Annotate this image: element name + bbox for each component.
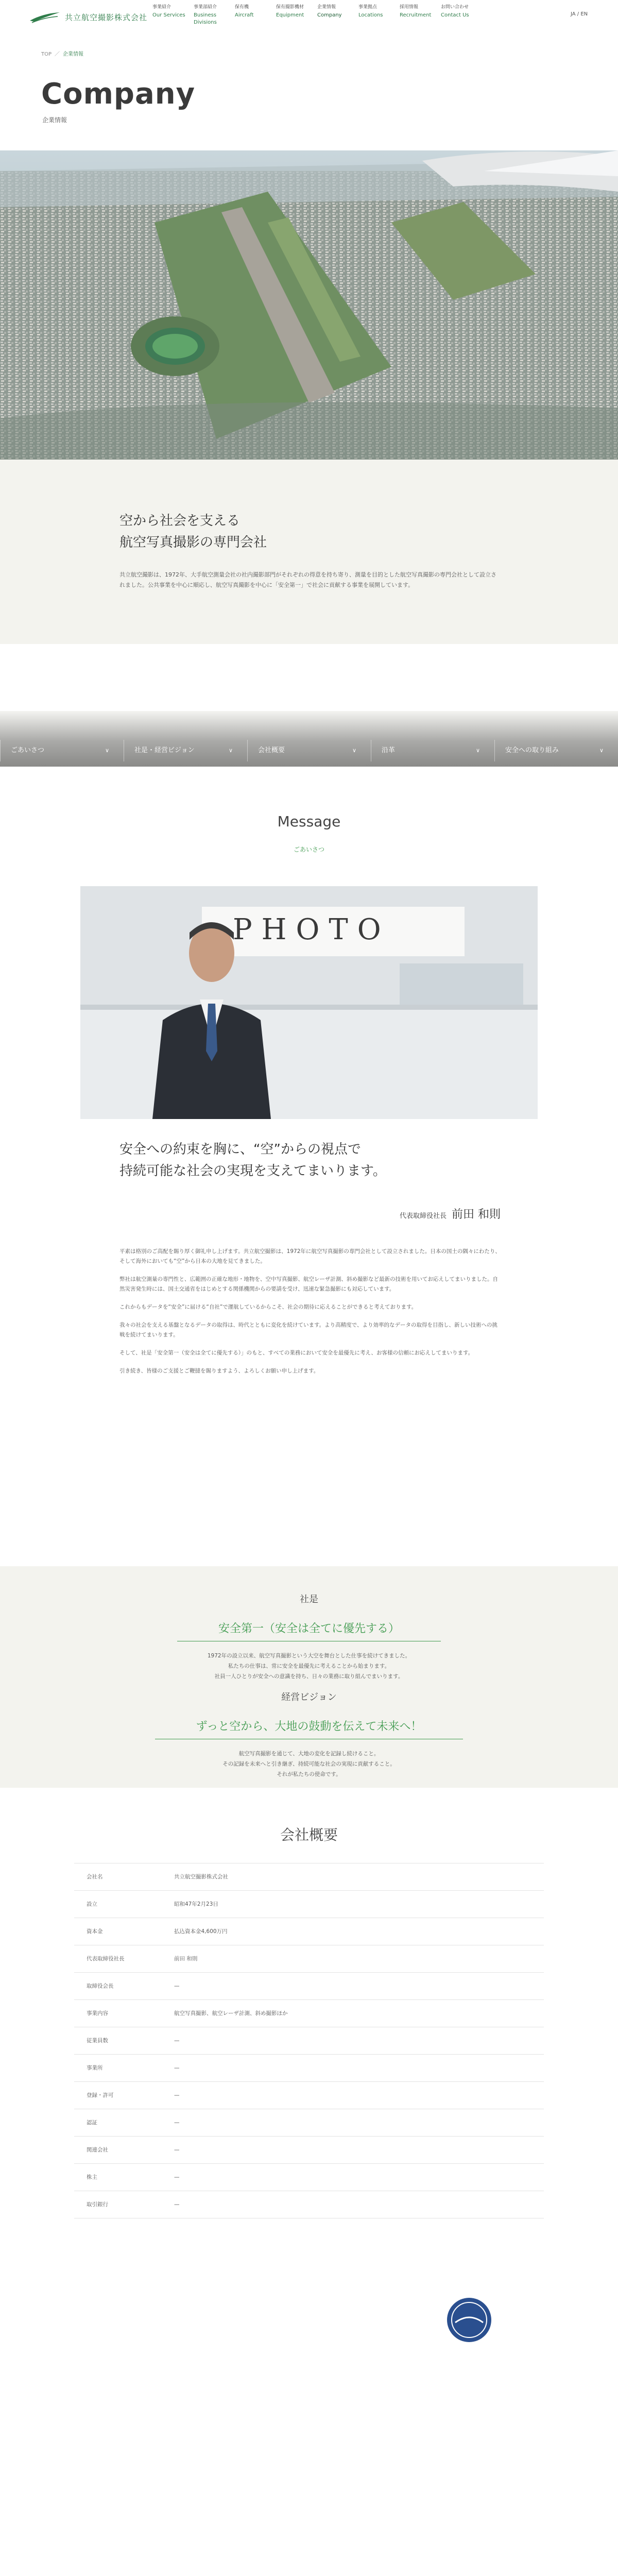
overview-key: 認証: [74, 2109, 169, 2137]
message-lead-line: 安全への約束を胸に、“空”からの視点で: [119, 1142, 361, 1157]
anchor-link-message[interactable]: [0, 740, 118, 761]
nav-label-en: Recruitment: [400, 12, 432, 18]
overview-key: 従業員数: [74, 2027, 169, 2055]
vision-text: [0, 1749, 618, 1780]
signature-name: 前田 和則: [452, 1208, 501, 1221]
message-paragraph: 平素は格別のご高配を賜り厚く御礼申し上げます。共立航空撮影は、1972年に航空写真撮影の専門会社として設立されました。日本の国土の隅々にわたり、そして海外においても“空”から日本の大地を見てきました。: [119, 1248, 501, 1264]
nav-label-en: Company: [317, 12, 342, 18]
overview-row: [74, 1891, 544, 1918]
nav-label-ja: 事業拠点: [358, 5, 377, 10]
overview-value-line: 払込資本金4,600万円: [174, 1928, 228, 1935]
anchor-link-vision[interactable]: [124, 740, 242, 761]
message-title: Message: [277, 813, 341, 830]
nav-label-ja: 事業紹介: [152, 5, 171, 10]
site-logo[interactable]: [29, 10, 147, 24]
vision-label: 経営ビジョン: [281, 1692, 337, 1703]
nav-label-en: Aircraft: [235, 12, 254, 18]
nav-label-en: Contact Us: [441, 12, 469, 18]
nav-label-ja: 事業部紹介: [194, 5, 217, 10]
motto-text: [0, 1651, 618, 1682]
overview-row: [74, 1973, 544, 2000]
overview-value-line: —: [174, 2147, 180, 2153]
overview-row: [74, 2191, 544, 2218]
message-paragraph: 弊社は航空測量の専門性と、広範囲の正確な地形・地物を、空中写真撮影、航空レーザ計測、斜め撮影など最新の技術を用いてお応えしてまいりました。自然災害発生時には、国土交通省をはじめとする関係機関からの要請を受け、迅速な緊急撮影にも対応しています。: [119, 1276, 498, 1292]
nav-item-equipment[interactable]: [276, 3, 310, 26]
message-lead: [119, 1139, 501, 1182]
overview-key: 資本金: [74, 1918, 169, 1945]
anchor-link-safety[interactable]: [494, 740, 613, 761]
wing-logo-icon: [29, 10, 61, 24]
overview-title: 会社概要: [280, 1826, 338, 1843]
overview-value: [169, 1891, 544, 1918]
hero-aerial-photo: [0, 150, 618, 460]
motto-lead: 安全第一（安全は全てに優先する）: [177, 1620, 441, 1641]
president-signature: [119, 1206, 501, 1222]
overview-row: [74, 2082, 544, 2109]
nav-item-services[interactable]: [152, 3, 186, 26]
chevron-down-icon: ∨: [105, 747, 109, 754]
anchor-label: 会社概要: [258, 747, 285, 754]
overview-key: 代表取締役社長: [74, 1945, 169, 1973]
vision-text-line: 航空写真撮影を通じて、大地の変化を記録し続けること。: [238, 1751, 380, 1757]
motto-label: 社是: [300, 1594, 318, 1605]
vision-lead: ずっと空から、大地の鼓動を伝えて未来へ！: [155, 1718, 464, 1739]
overview-value: [169, 2027, 544, 2055]
overview-value: [169, 2082, 544, 2109]
president-portrait: [80, 886, 538, 1119]
vision-block: [0, 1690, 618, 1780]
overview-value-line: —: [174, 1983, 180, 1989]
vision-text-line: それが私たちの使命です。: [277, 1771, 341, 1777]
anchor-label: 安全への取り組み: [505, 747, 559, 754]
chevron-down-icon: ∨: [352, 747, 356, 754]
anchor-link-overview[interactable]: [247, 740, 366, 761]
signature-title: 代表取締役社長: [399, 1212, 447, 1220]
breadcrumb-home[interactable]: TOP: [41, 52, 52, 57]
overview-value-line: 前田 和則: [174, 1956, 198, 1962]
overview-row: [74, 1863, 544, 1891]
overview-row: [74, 2109, 544, 2137]
intro-section: [0, 460, 618, 644]
nav-item-aircraft[interactable]: [235, 3, 269, 26]
vision-text-line: その記録を未来へと引き継ぎ、持続可能な社会の実現に貢献すること。: [222, 1761, 396, 1767]
message-paragraph: これからもデータを“安全”に届ける“自社”で運航しているからこそ、社会の期待に応えることができると考えております。: [119, 1304, 417, 1310]
overview-value: [169, 1945, 544, 1973]
overview-value-line: 共立航空撮影株式会社: [174, 1874, 228, 1880]
overview-value: [169, 1863, 544, 1891]
overview-row: [74, 1945, 544, 1973]
nav-label-en: Locations: [358, 12, 383, 18]
nav-label-en: Business Divisions: [194, 12, 217, 25]
chevron-down-icon: ∨: [228, 747, 233, 754]
nav-item-recruitment[interactable]: [400, 3, 434, 26]
message-body: [119, 1247, 501, 1384]
nav-label-ja: 保有撮影機材: [276, 5, 304, 10]
intro-heading-line: 空から社会を支える: [119, 513, 241, 529]
overview-value: [169, 1918, 544, 1945]
motto-text-line: 1972年の設立以来、航空写真撮影という大空を舞台とした仕事を続けてきました。: [207, 1653, 411, 1659]
page-subtitle: 企業情報: [42, 116, 67, 124]
nav-item-locations[interactable]: [358, 3, 392, 26]
nav-label-en: Equipment: [276, 12, 304, 18]
company-name: 共立航空撮影株式会社: [65, 12, 148, 22]
page-title: Company: [41, 77, 196, 111]
overview-value: [169, 1973, 544, 2000]
overview-value-line: —: [174, 2120, 180, 2126]
overview-value: [169, 2191, 544, 2218]
overview-row: [74, 2137, 544, 2164]
nav-label-ja: 企業情報: [317, 5, 336, 10]
overview-key: 株主: [74, 2164, 169, 2191]
nav-label-en: Our Services: [152, 12, 185, 18]
breadcrumb: [41, 49, 83, 57]
motto-text-line: 私たちの仕事は、常に安全を最優先に考えることから始まります。: [228, 1663, 390, 1669]
motto-text-line: 社員一人ひとりが安全への意識を持ち、日々の業務に取り組んでまいります。: [214, 1673, 404, 1680]
overview-key: 登録・許可: [74, 2082, 169, 2109]
anchor-nav: [0, 711, 618, 767]
motto-block: [0, 1592, 618, 1682]
anchor-label: 沿革: [382, 747, 396, 754]
breadcrumb-separator: ／: [55, 52, 60, 57]
overview-value: [169, 2000, 544, 2027]
intro-heading-line: 航空写真撮影の専門会社: [119, 535, 267, 550]
site-header: [0, 0, 618, 41]
anchor-link-history[interactable]: [371, 740, 489, 761]
anchor-label: 社是・経営ビジョン: [134, 747, 195, 754]
overview-row: [74, 2055, 544, 2082]
overview-value-line: —: [174, 2201, 180, 2208]
overview-key: 会社名: [74, 1863, 169, 1891]
overview-key: 取引銀行: [74, 2191, 169, 2218]
overview-row: [74, 1918, 544, 1945]
overview-value: [169, 2164, 544, 2191]
overview-key: 取締役会長: [74, 1973, 169, 2000]
nav-label-ja: 採用情報: [400, 5, 419, 10]
overview-key: 事業所: [74, 2055, 169, 2082]
overview-value-line: —: [174, 2038, 180, 2044]
nav-item-company[interactable]: [317, 3, 351, 26]
overview-value-line: 航空写真撮影、航空レーザ計測、斜め撮影ほか: [174, 2010, 288, 2016]
chevron-down-icon: ∨: [599, 747, 604, 754]
nav-item-contact[interactable]: [441, 3, 475, 26]
overview-value: [169, 2109, 544, 2137]
overview-row: [74, 2000, 544, 2027]
language-switch[interactable]: JA / EN: [571, 11, 588, 17]
overview-value-line: —: [174, 2174, 180, 2180]
global-nav: [152, 3, 482, 26]
nav-item-divisions[interactable]: [194, 3, 228, 26]
overview-key: 設立: [74, 1891, 169, 1918]
overview-value-line: —: [174, 2092, 180, 2098]
intro-heading: [119, 510, 267, 553]
company-overview-table: [74, 1863, 544, 2218]
message-paragraph: 我々の社会を支える基盤となるデータの取得は、時代とともに変化を続けています。より高精度で、より効率的なデータの取得を目指し、新しい技術への挑戦を続けてまいります。: [119, 1322, 497, 1338]
overview-value: [169, 2137, 544, 2164]
overview-value: [169, 2055, 544, 2082]
message-paragraph: 引き続き、皆様のご支援とご鞭撻を賜りますよう、よろしくお願い申し上げます。: [119, 1368, 319, 1374]
intro-body: 共立航空撮影は、1972年、大手航空測量会社の社内撮影部門がそれぞれの得意を持ち寄り、測量を目的とした航空写真撮影の専門会社として設立されました。公共事業を中心に順応し、航空写真撮影を中心に「安全第一」で社会に貢献する事業を展開しています。: [119, 571, 496, 588]
anchor-label: ごあいさつ: [11, 747, 45, 754]
message-sign-text: PHOTO: [233, 913, 390, 946]
message-paragraph: そして、社是「安全第一（安全は全てに優先する）」のもと、すべての業務において安全を最優先に考え、お客様の信頼にお応えしてまいります。: [119, 1350, 474, 1356]
overview-key: 関連会社: [74, 2137, 169, 2164]
nav-label-ja: 保有機: [235, 5, 249, 10]
breadcrumb-current: 企業情報: [63, 52, 84, 57]
nav-label-ja: お問い合わせ: [441, 5, 469, 10]
overview-value-line: —: [174, 2065, 180, 2071]
chevron-down-icon: ∨: [475, 747, 480, 754]
message-lead-line: 持続可能な社会の実現を支えてまいります。: [119, 1163, 386, 1179]
overview-row: [74, 2164, 544, 2191]
overview-key: 事業内容: [74, 2000, 169, 2027]
message-subtitle: ごあいさつ: [293, 846, 324, 853]
overview-value-line: 昭和47年2月23日: [174, 1901, 218, 1907]
overview-row: [74, 2027, 544, 2055]
certification-seal-icon: [446, 2297, 492, 2343]
